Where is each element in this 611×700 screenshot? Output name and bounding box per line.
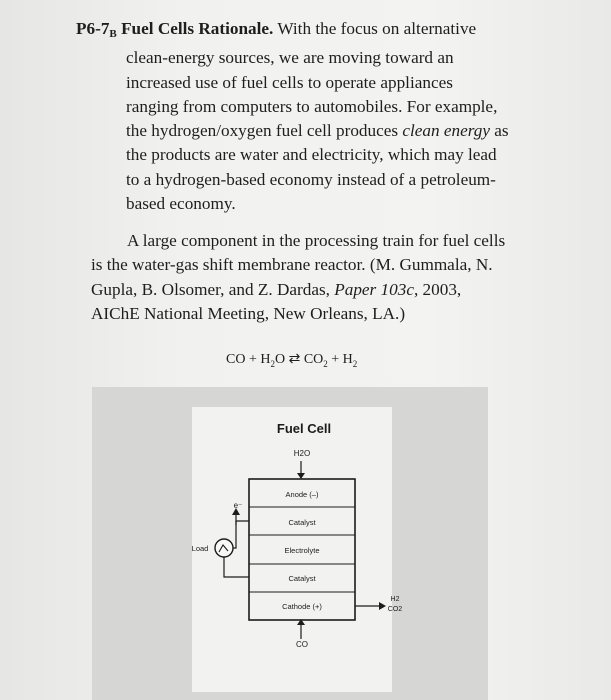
problem-heading-line: $P6-7_B$ Fuel Cells Rationale. With the focus on alternative <box>76 19 477 40</box>
outlet-co2-label: CO2 <box>387 606 403 613</box>
problem-paragraph-1 <box>76 17 546 216</box>
text-line: to a hydrogen-based economy instead of a petroleum- <box>126 169 496 189</box>
reaction-equation: CO + $H_2O$ ⇄ $CO_2 + H_2$ <box>226 352 358 369</box>
layer-electrolyte: Electrolyte <box>284 546 320 555</box>
layer-anode: Anode (–) <box>285 490 319 499</box>
equilibrium-arrow: ⇄ <box>288 352 301 367</box>
anode-wire <box>236 521 249 537</box>
cathode-wire <box>224 557 249 577</box>
outlet-h2-label: H2 <box>390 596 400 603</box>
problem-paragraph-2 <box>91 229 561 326</box>
load-label: Load <box>191 544 209 553</box>
text-line: the products are water and electricity, which may lead <box>126 145 497 165</box>
problem-title: Fuel Cells Rationale. <box>121 19 274 38</box>
text-line: based economy. <box>126 194 236 214</box>
layer-catalyst-bottom: Catalyst <box>288 574 316 583</box>
water-arrow-head <box>297 473 305 479</box>
citation-paper: Paper 103c <box>334 279 414 299</box>
text-line: increased use of fuel cells to operate appliances <box>126 72 453 92</box>
text-line: A large component in the processing train for fuel cells <box>127 231 506 250</box>
text-line: Gupla, B. Olsomer, and Z. Dardas, Paper 103c, 2003, <box>91 279 462 299</box>
layer-cathode: Cathode (+) <box>282 602 322 611</box>
text-line: the hydrogen/oxygen fuel cell produces clean energy as <box>126 121 509 141</box>
water-label: H2O <box>293 449 311 458</box>
fuel-cell-diagram <box>92 387 488 700</box>
layer-catalyst-top: Catalyst <box>288 518 316 527</box>
co-label: CO <box>296 640 308 649</box>
emphasis-clean-energy: clean energy <box>402 121 490 141</box>
problem-number: $P6-7_B$ <box>76 19 117 40</box>
load-symbol <box>215 539 233 557</box>
text-line: ranging from computers to automobiles. For example, <box>126 96 498 116</box>
text-line: clean-energy sources, we are moving toward an <box>126 48 454 68</box>
figure-title: Fuel Cell <box>276 421 332 436</box>
outlet-arrow-head <box>379 602 386 610</box>
figure-panel <box>92 387 488 700</box>
text-line: AIChE National Meeting, New Orleans, LA.) <box>91 303 406 323</box>
electron-label: e⁻ <box>233 501 243 510</box>
text-line: is the water-gas shift membrane reactor. (M. Gummala, N. <box>91 255 493 275</box>
